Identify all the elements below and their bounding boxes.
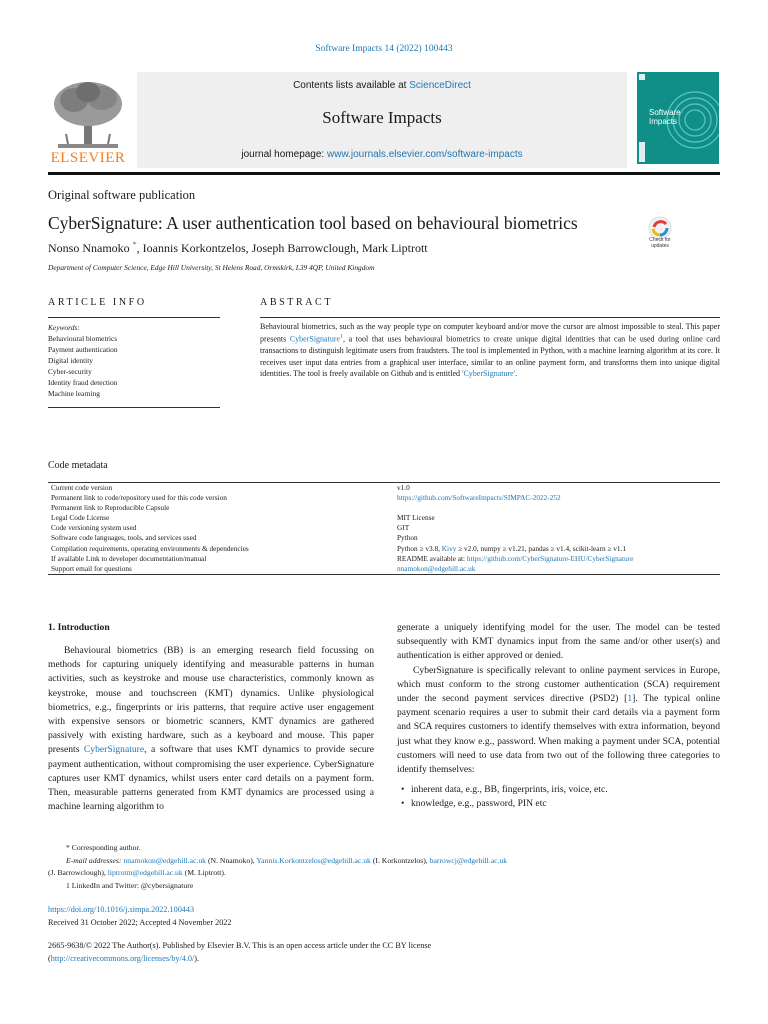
cover-title-line-2: Impacts: [649, 117, 678, 126]
keyword: Cyber-security: [48, 367, 92, 376]
email-owner: (J. Barrowclough),: [48, 868, 108, 877]
metadata-value: Python: [397, 533, 418, 543]
article-info-heading: ARTICLE INFO: [48, 297, 147, 308]
email-link[interactable]: liptrotm@edgehill.ac.uk: [107, 868, 183, 877]
contents-prefix: Contents lists available at: [293, 80, 410, 91]
corresponding-author-note: * Corresponding author.: [66, 843, 141, 852]
keyword: Identity fraud detection: [48, 378, 118, 387]
email-owner: (M. Liptrott).: [182, 868, 226, 877]
elsevier-wordmark: ELSEVIER: [50, 150, 126, 166]
received-dates: Received 31 October 2022; Accepted 4 November 2022: [48, 917, 232, 927]
cybersignature-repo-link[interactable]: 'CyberSignature': [462, 368, 516, 378]
table-row: [48, 483, 720, 494]
readme-link[interactable]: https://github.com/CyberSignature-EHU/CyberSignature: [466, 553, 634, 563]
deps-part-a: Python ≥ v3.8,: [397, 543, 442, 553]
code-metadata-table: [48, 482, 720, 575]
table-row: [48, 544, 720, 554]
homepage-prefix: journal homepage:: [241, 149, 327, 160]
dependencies-value: [394, 544, 720, 554]
readme-prefix: README available at:: [397, 553, 467, 563]
homepage-link[interactable]: www.journals.elsevier.com/software-impacts: [327, 149, 523, 160]
check-label-line-1: Check for: [649, 237, 671, 243]
elsevier-logo: [48, 78, 128, 166]
license-open: (: [48, 953, 51, 963]
metadata-label: Software code languages, tools, and services used: [51, 533, 197, 543]
check-label-line-2: updates: [651, 242, 669, 249]
article-info-bottom-rule: [48, 407, 220, 408]
metadata-label: If available Link to developer documentation/manual: [51, 553, 207, 563]
metadata-label: Code versioning system used: [51, 523, 137, 533]
intro-paragraph-2: [397, 664, 720, 778]
journal-citation[interactable]: Software Impacts 14 (2022) 100443: [315, 44, 453, 54]
license-block: [48, 940, 431, 965]
deps-part-b: ≥ v2.0, numpy ≥ v1.21, pandas ≥ v1.4, scikit-learn ≥ v1.1: [456, 543, 627, 553]
footnote-1-ref[interactable]: 1: [340, 334, 344, 341]
categories-list: [397, 783, 720, 811]
check-for-updates-label: [640, 238, 680, 249]
list-item: • knowledge, e.g., password, PIN etc: [397, 797, 720, 811]
doi-link[interactable]: https://doi.org/10.1016/j.simpa.2022.100443: [48, 905, 195, 914]
keyword: Digital identity: [48, 356, 93, 365]
list-item: • inherent data, e.g., BB, fingerprints, iris, voice, etc.: [397, 783, 720, 797]
authors-rest: , Ioannis Korkontzelos, Joseph Barrowclough, Mark Liptrott: [136, 241, 428, 255]
article-info-rule: [48, 317, 220, 318]
metadata-label: Current code version: [48, 483, 394, 494]
contents-line: [137, 80, 627, 91]
abstract-part-1: Behavioural biometrics, such as the way people type on computer keyboard and/or move the cursor are almost impossible to steal. This paper presents: [260, 322, 720, 344]
metadata-label: Compilation requirements, operating environments & dependencies: [51, 543, 249, 553]
author-list: [48, 240, 428, 256]
license-line-2: [48, 953, 431, 966]
email-label: E-mail addresses:: [66, 855, 124, 865]
keywords-label: Keywords:: [48, 323, 80, 332]
section-heading-introduction: 1. Introduction: [48, 622, 110, 633]
table-row: [48, 533, 720, 543]
abstract-part-3: .: [515, 368, 518, 378]
metadata-value: MIT License: [397, 513, 435, 523]
intro-text: ]. The typical online payment scenario requires a user to submit their card details via a payment form and SCA requires customers to identify themselves with extra information, beyond just what they know e.g., password. When making a payment under SCA, potential customers will need to use data from two out of the following three categories to identify themselves:: [397, 693, 720, 776]
table-row: [48, 503, 720, 513]
license-text: 2665-9638/© 2022 The Author(s). Published by Elsevier B.V. This is an open access article under the CC BY license: [48, 941, 432, 950]
metadata-label: Support email for questions: [48, 564, 394, 575]
support-email-link[interactable]: nnamokon@edgehill.ac.uk: [394, 564, 720, 575]
cybersignature-intro-link[interactable]: CyberSignature: [83, 744, 145, 756]
abstract-rule: [260, 317, 720, 318]
cover-title: [649, 108, 681, 126]
cc-license-link[interactable]: http://creativecommons.org/licenses/by/4.0/: [50, 953, 195, 963]
intro-left-column: [48, 644, 374, 814]
intro-right-column: [397, 621, 720, 812]
journal-title: Software Impacts: [322, 108, 442, 127]
keyword: Machine learning: [48, 389, 100, 398]
reference-1-link[interactable]: 1: [627, 693, 633, 705]
doi-block: [48, 904, 231, 929]
author-1: Nonso Nnamoko: [48, 241, 130, 255]
intro-paragraph-continued: generate a uniquely identifying model for the user. The model can be tested subsequently with KMT dynamics input from the same and/or other user(s) and authentication is either approved or denied.: [397, 622, 720, 662]
email-addresses-cont: [48, 867, 720, 880]
kivy-link[interactable]: Kivy: [441, 543, 457, 553]
paper-title: CyberSignature: A user authentication tool based on behavioural biometrics: [48, 213, 578, 233]
affiliation: Department of Computer Science, Edge Hill University, St Helens Road, Ormskirk, L39 4QP, United Kingdom: [48, 263, 375, 272]
header-rule: [48, 172, 720, 175]
code-metadata-heading: Code metadata: [48, 460, 108, 471]
sciencedirect-link[interactable]: ScienceDirect: [409, 80, 471, 91]
repository-link[interactable]: https://github.com/SoftwareImpacts/SIMPAC-2022-252: [397, 493, 561, 503]
table-row: [48, 523, 720, 533]
metadata-label: Permanent link to code/repository used for this code version: [51, 493, 227, 503]
elsevier-tree-icon: [48, 78, 128, 150]
metadata-value: v1.0: [394, 483, 720, 494]
intro-text: CyberSignature is specifically relevant to online payment services in Europe, which must conform to the strong customer authentication (SCA) requirement under the second payment services directive (PSD2) [: [397, 664, 720, 705]
footnote-1: 1 LinkedIn and Twitter: @cybersignature: [66, 880, 194, 890]
email-owner: (I. Korkontzelos),: [370, 855, 430, 865]
intro-text: Behavioural biometrics (BB) is an emerging research field focussing on methods for capturing uniquely identifying and measurable patterns in human activities, such as keystroke and mouse use characteristics, commonly known as keystroke, mouse and touchscreen (KMT) dynamics. Unlike physiological biometrics, e.g., fingerprints or iris patterns, that require active user engagement with expensive sensors or biometric scanners, KMT dynamics are gathered passively with existing hardware, such as a keyboard and mouse. This paper presents: [48, 645, 374, 756]
journal-cover[interactable]: [637, 72, 719, 164]
intro-text: , a software that uses KMT dynamics to provide secure payment authentication, without compromising the user experience. CyberSignature captures user KMT dynamics, whilst users enter card details on a payment form. Then, measurable patterns generated from KMT dynamics are processed using a machine learning algorithm to: [48, 744, 374, 813]
metadata-label: Permanent link to Reproducible Capsule: [51, 503, 170, 513]
email-link[interactable]: barrowcj@edgehill.ac.uk: [429, 855, 508, 865]
journal-homepage: [137, 149, 627, 160]
license-close: ).: [194, 953, 200, 963]
metadata-label: Legal Code License: [51, 513, 110, 523]
cover-title-line-1: Software: [649, 108, 681, 117]
abstract-heading: ABSTRACT: [260, 297, 334, 308]
metadata-value: GIT: [397, 523, 410, 533]
email-link[interactable]: nnamokon@edgehill.ac.uk: [123, 855, 207, 865]
cybersignature-link[interactable]: CyberSignature: [289, 334, 341, 344]
keyword: Behavioural biometrics: [48, 334, 118, 343]
email-addresses: [48, 855, 720, 868]
table-row: [48, 513, 720, 523]
email-owner: (N. Nnamoko),: [206, 855, 257, 865]
table-row: [48, 493, 720, 503]
abstract-body: [260, 321, 720, 379]
email-link[interactable]: Yannis.Korkontzelos@edgehill.ac.uk: [256, 855, 371, 865]
abstract-part-2: , a tool that uses behavioural biometrics to create unique digital identities that can be used during online card transactions to distinguish legitimate users from fraudsters. The tool is implemented in Python, with a machine learning algorithm at its core. It receives user input data entries from a graphical user interface, similar to an online payment form, and transforms them into unique digital identities. The tool is freely available on Github and is entitled: [260, 334, 720, 378]
keywords-block: [48, 322, 118, 399]
readme-value: [394, 554, 720, 564]
keyword: Payment authentication: [48, 345, 118, 354]
footnotes: [48, 842, 720, 892]
table-row: [48, 554, 720, 564]
publication-type: Original software publication: [48, 188, 196, 202]
table-row: [48, 564, 720, 575]
metadata-value: [394, 503, 720, 513]
corresponding-author-mark[interactable]: *: [132, 240, 137, 249]
intro-paragraph-1: [48, 644, 374, 814]
